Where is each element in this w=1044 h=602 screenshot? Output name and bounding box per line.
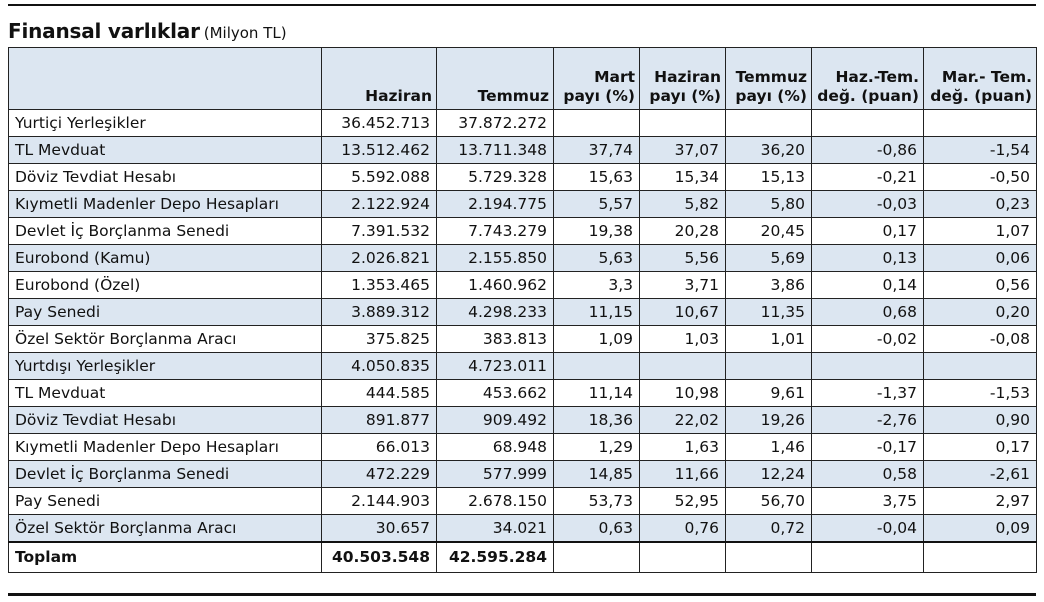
- table-cell: 5,82: [640, 191, 726, 218]
- table-cell: 1.353.465: [322, 272, 437, 299]
- header-row: [9, 48, 1037, 110]
- table-cell: 2,97: [924, 488, 1037, 515]
- table-cell: 0,20: [924, 299, 1037, 326]
- table-cell: 1,29: [554, 434, 640, 461]
- column-header-line1: Haz.-Tem.: [835, 68, 919, 86]
- table-cell: 1.460.962: [437, 272, 554, 299]
- table-cell: 0,58: [812, 461, 924, 488]
- table-cell: 3,86: [726, 272, 812, 299]
- table-cell: 453.662: [437, 380, 554, 407]
- column-header: [9, 48, 322, 110]
- column-header-line2: değ. (puan): [930, 87, 1032, 105]
- table-cell: [640, 353, 726, 380]
- table-cell: [640, 542, 726, 572]
- column-header-line1: Mart: [594, 68, 635, 86]
- table-cell: 30.657: [322, 515, 437, 543]
- table-cell: 22,02: [640, 407, 726, 434]
- row-label: Yurtdışı Yerleşikler: [9, 353, 322, 380]
- row-label: Devlet İç Borçlanma Senedi: [9, 461, 322, 488]
- row-label: Eurobond (Özel): [9, 272, 322, 299]
- table-cell: 4.050.835: [322, 353, 437, 380]
- row-label: Pay Senedi: [9, 488, 322, 515]
- table-cell: [726, 110, 812, 137]
- table-cell: [726, 353, 812, 380]
- table-cell: 1,07: [924, 218, 1037, 245]
- table-row: [9, 434, 1037, 461]
- table-cell: [812, 542, 924, 572]
- table-cell: 53,73: [554, 488, 640, 515]
- column-header: [322, 48, 437, 110]
- table-cell: -0,21: [812, 164, 924, 191]
- table-cell: [726, 542, 812, 572]
- table-cell: 2.122.924: [322, 191, 437, 218]
- table-cell: [554, 353, 640, 380]
- table-cell: [554, 110, 640, 137]
- table-cell: -1,53: [924, 380, 1037, 407]
- table-row: [9, 407, 1037, 434]
- table-cell: 2.144.903: [322, 488, 437, 515]
- table-cell: 5,63: [554, 245, 640, 272]
- table-cell: 56,70: [726, 488, 812, 515]
- row-label: Döviz Tevdiat Hesabı: [9, 407, 322, 434]
- column-header: [640, 48, 726, 110]
- table-cell: 3,3: [554, 272, 640, 299]
- table-row: [9, 191, 1037, 218]
- table-cell: 5,57: [554, 191, 640, 218]
- table-cell: 577.999: [437, 461, 554, 488]
- table-cell: -2,61: [924, 461, 1037, 488]
- table-cell: -0,08: [924, 326, 1037, 353]
- table-cell: -0,50: [924, 164, 1037, 191]
- financial-assets-table: [8, 47, 1037, 573]
- table-cell: 1,63: [640, 434, 726, 461]
- table-cell: 0,72: [726, 515, 812, 543]
- table-row: [9, 380, 1037, 407]
- table-cell: 11,14: [554, 380, 640, 407]
- table-row: [9, 299, 1037, 326]
- table-cell: 15,63: [554, 164, 640, 191]
- table-cell: 34.021: [437, 515, 554, 543]
- column-header-line1: Mar.- Tem.: [941, 68, 1032, 86]
- table-cell: 3.889.312: [322, 299, 437, 326]
- table-cell: 5,80: [726, 191, 812, 218]
- table-cell: 0,90: [924, 407, 1037, 434]
- table-header: [9, 48, 1037, 110]
- table-cell: 383.813: [437, 326, 554, 353]
- table-cell: [554, 542, 640, 572]
- table-cell: 40.503.548: [322, 542, 437, 572]
- table-row: [9, 488, 1037, 515]
- table-cell: [924, 353, 1037, 380]
- table-cell: -2,76: [812, 407, 924, 434]
- column-header: [437, 48, 554, 110]
- table-cell: 1,46: [726, 434, 812, 461]
- row-label: Pay Senedi: [9, 299, 322, 326]
- table-cell: 37,74: [554, 137, 640, 164]
- table-cell: 1,01: [726, 326, 812, 353]
- table-cell: 1,03: [640, 326, 726, 353]
- column-header-line2: payı (%): [563, 87, 635, 105]
- table-cell: 9,61: [726, 380, 812, 407]
- table-cell: 12,24: [726, 461, 812, 488]
- table-cell: -0,04: [812, 515, 924, 543]
- table-cell: 0,17: [924, 434, 1037, 461]
- table-cell: 0,13: [812, 245, 924, 272]
- table-cell: 1,09: [554, 326, 640, 353]
- column-header-line2: değ. (puan): [817, 87, 919, 105]
- table-cell: 5,56: [640, 245, 726, 272]
- column-header: [726, 48, 812, 110]
- row-label: TL Mevduat: [9, 380, 322, 407]
- table-cell: [640, 110, 726, 137]
- table-row: [9, 515, 1037, 543]
- table-row: [9, 164, 1037, 191]
- table-cell: 0,68: [812, 299, 924, 326]
- table-cell: 13.711.348: [437, 137, 554, 164]
- column-header-line1: Haziran: [654, 68, 721, 86]
- table-cell: [812, 353, 924, 380]
- table-body: [9, 110, 1037, 573]
- table-cell: 20,28: [640, 218, 726, 245]
- table-cell: 11,35: [726, 299, 812, 326]
- table-cell: 3,71: [640, 272, 726, 299]
- title-text: Finansal varlıklar: [8, 19, 200, 43]
- table-cell: 0,06: [924, 245, 1037, 272]
- row-label: Özel Sektör Borçlanma Aracı: [9, 326, 322, 353]
- table-cell: 14,85: [554, 461, 640, 488]
- column-header-line2: payı (%): [735, 87, 807, 105]
- bottom-rule: [8, 593, 1036, 596]
- table-cell: 36,20: [726, 137, 812, 164]
- table-cell: 2.155.850: [437, 245, 554, 272]
- table-cell: 472.229: [322, 461, 437, 488]
- table-cell: [924, 542, 1037, 572]
- table-cell: 4.723.011: [437, 353, 554, 380]
- column-header: [554, 48, 640, 110]
- table-cell: -1,54: [924, 137, 1037, 164]
- column-header-line2: Haziran: [365, 87, 432, 105]
- table-row: [9, 461, 1037, 488]
- table-cell: 0,23: [924, 191, 1037, 218]
- table-cell: 0,09: [924, 515, 1037, 543]
- table-cell: 11,15: [554, 299, 640, 326]
- table-cell: 19,26: [726, 407, 812, 434]
- table-cell: 2.026.821: [322, 245, 437, 272]
- table-cell: 444.585: [322, 380, 437, 407]
- table-cell: -0,17: [812, 434, 924, 461]
- table-cell: 909.492: [437, 407, 554, 434]
- table-cell: 19,38: [554, 218, 640, 245]
- table-cell: 10,98: [640, 380, 726, 407]
- column-header-line2: payı (%): [649, 87, 721, 105]
- table-cell: 0,63: [554, 515, 640, 543]
- row-label: Yurtiçi Yerleşikler: [9, 110, 322, 137]
- table-cell: 10,67: [640, 299, 726, 326]
- table-cell: 36.452.713: [322, 110, 437, 137]
- table-row: [9, 218, 1037, 245]
- table-cell: 11,66: [640, 461, 726, 488]
- table-cell: 0,56: [924, 272, 1037, 299]
- column-header: [924, 48, 1037, 110]
- row-label: Devlet İç Borçlanma Senedi: [9, 218, 322, 245]
- table-cell: 0,17: [812, 218, 924, 245]
- table-cell: 375.825: [322, 326, 437, 353]
- table-cell: 68.948: [437, 434, 554, 461]
- table-cell: 52,95: [640, 488, 726, 515]
- page-title: [8, 19, 287, 43]
- table-row: [9, 326, 1037, 353]
- column-header: [812, 48, 924, 110]
- total-row: [9, 542, 1037, 572]
- row-label: Kıymetli Madenler Depo Hesapları: [9, 434, 322, 461]
- row-label: Toplam: [9, 542, 322, 572]
- table-cell: 0,76: [640, 515, 726, 543]
- row-label: Özel Sektör Borçlanma Aracı: [9, 515, 322, 543]
- table-cell: 0,14: [812, 272, 924, 299]
- table-cell: 4.298.233: [437, 299, 554, 326]
- table-cell: 20,45: [726, 218, 812, 245]
- table-row: [9, 272, 1037, 299]
- table-cell: 5,69: [726, 245, 812, 272]
- table-cell: 15,34: [640, 164, 726, 191]
- table-cell: 7.391.532: [322, 218, 437, 245]
- table-cell: 15,13: [726, 164, 812, 191]
- top-rule: [8, 4, 1036, 6]
- table-cell: -0,86: [812, 137, 924, 164]
- table-cell: -0,02: [812, 326, 924, 353]
- row-label: Kıymetli Madenler Depo Hesapları: [9, 191, 322, 218]
- table-cell: 7.743.279: [437, 218, 554, 245]
- table-cell: 891.877: [322, 407, 437, 434]
- table-cell: 37,07: [640, 137, 726, 164]
- table-cell: 42.595.284: [437, 542, 554, 572]
- table-row: [9, 353, 1037, 380]
- row-label: Döviz Tevdiat Hesabı: [9, 164, 322, 191]
- table-cell: -0,03: [812, 191, 924, 218]
- table-cell: 3,75: [812, 488, 924, 515]
- table-row: [9, 137, 1037, 164]
- table-cell: [812, 110, 924, 137]
- row-label: Eurobond (Kamu): [9, 245, 322, 272]
- table-cell: -1,37: [812, 380, 924, 407]
- row-label: TL Mevduat: [9, 137, 322, 164]
- table-cell: 2.678.150: [437, 488, 554, 515]
- table-cell: 2.194.775: [437, 191, 554, 218]
- table-row: [9, 110, 1037, 137]
- table-cell: 5.729.328: [437, 164, 554, 191]
- table-cell: 5.592.088: [322, 164, 437, 191]
- table-cell: 66.013: [322, 434, 437, 461]
- unit-text: (Milyon TL): [203, 24, 287, 42]
- table-cell: 13.512.462: [322, 137, 437, 164]
- column-header-line1: Temmuz: [735, 68, 807, 86]
- table-cell: [924, 110, 1037, 137]
- table-cell: 18,36: [554, 407, 640, 434]
- table-row: [9, 245, 1037, 272]
- column-header-line2: Temmuz: [477, 87, 549, 105]
- table-cell: 37.872.272: [437, 110, 554, 137]
